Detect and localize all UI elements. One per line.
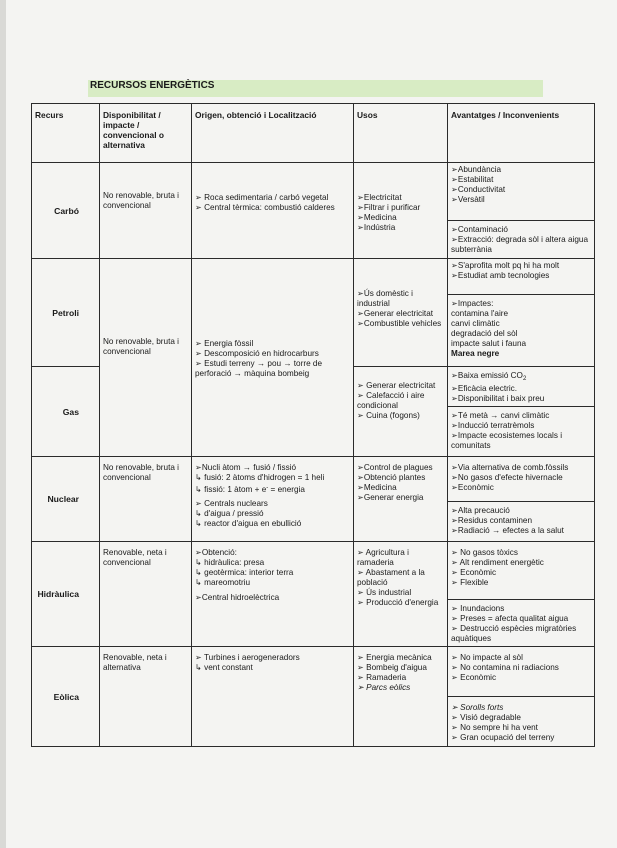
fissio-text: ↳ fissió: 1 àtom + e <box>195 485 267 494</box>
origen-item: ↳ reactor d'aigua en ebullició <box>195 519 302 528</box>
usos-item: ➢ Cuina (fogons) <box>357 411 420 420</box>
avantatge-item: ➢ Econòmic <box>451 568 497 577</box>
inconvenient-item: ➢Impactes: <box>451 299 494 308</box>
carbo-inconvenients <box>448 221 595 259</box>
gas-usos <box>354 367 448 457</box>
inconvenient-item: ➢ Visió degradable <box>451 713 521 722</box>
origen-item: ➢ Turbines i aerogeneradors <box>195 653 300 662</box>
usos-item: ➢Generar electricitat <box>357 309 434 318</box>
eolica-usos <box>354 647 448 747</box>
co2-subscript: 2 <box>522 376 527 382</box>
energy-table <box>31 103 595 747</box>
avantatge-item: ➢Econòmic <box>451 483 494 492</box>
avantatge-item: ➢ Alt rendiment energètic <box>451 558 544 567</box>
petroli-gas-origen <box>192 259 354 457</box>
origen-item: ↳ geotèrmica: interior terra <box>195 568 294 577</box>
usos-item: ➢ Parcs eòlics <box>357 683 411 692</box>
inconvenient-item: impacte salut i fauna <box>451 339 527 348</box>
fissio-end: = energia <box>268 485 305 494</box>
header-row <box>32 104 595 163</box>
co2-text: ➢Baixa emissió CO <box>451 371 523 380</box>
usos-item: ➢Medicina <box>357 483 397 492</box>
usos-item: ➢Indústria <box>357 223 396 232</box>
inconvenient-item: ➢Residus contaminen <box>451 516 533 525</box>
recurs-gas: Gas <box>32 367 100 457</box>
recurs-hidraulica: Hidràulica <box>32 542 100 647</box>
recurs-carbo: Carbó <box>32 163 100 259</box>
origen-item: ➢ Descomposició en hidrocarburs <box>195 349 319 358</box>
row-hidraulica <box>32 542 595 600</box>
hidraulica-disponibilitat: Renovable, neta i convencional <box>100 542 192 647</box>
nuclear-disponibilitat: No renovable, bruta i convencional <box>100 457 192 542</box>
avantatge-item: ➢ Econòmic <box>451 673 497 682</box>
avantatge-item: ➢ Flexible <box>451 578 489 587</box>
inconvenient-item: ➢ Sorolls forts <box>451 703 504 712</box>
gas-inconvenients <box>448 407 595 457</box>
page-edge <box>0 0 6 848</box>
usos-item: ➢Generar energia <box>357 493 424 502</box>
avantatge-item: ➢Conductivitat <box>451 185 506 194</box>
usos-item: ➢Filtrar i purificar <box>357 203 421 212</box>
avantatge-item: ➢Via alternativa de comb.fòssils <box>451 463 569 472</box>
eolica-inconvenients <box>448 697 595 747</box>
inconvenient-item: ➢Impacte ecosistemes locals i comunitats <box>451 431 563 450</box>
hidraulica-usos <box>354 542 448 647</box>
inconvenient-item: ➢ No sempre hi ha vent <box>451 723 538 732</box>
inconvenient-item: ➢ Preses = afecta qualitat aigua <box>451 614 569 623</box>
usos-item: ➢ Abastament a la població <box>357 568 425 587</box>
origen-item: ↳ fusió: 2 àtoms d'hidrogen = 1 heli <box>195 473 325 482</box>
fissio-superscript: - <box>266 485 269 491</box>
inconvenient-item: ➢Extracció: degrada sòl i altera aigua subterrània <box>451 235 589 254</box>
origen-item: ➢ Roca sedimentaria / carbó vegetal <box>195 193 329 202</box>
nuclear-usos <box>354 457 448 542</box>
row-eolica <box>32 647 595 697</box>
petroli-gas-disponibilitat: No renovable, bruta i convencional <box>100 259 192 457</box>
inconvenient-item: degradació del sòl <box>451 329 518 338</box>
avantatge-item <box>451 371 591 384</box>
usos-item: ➢Electricitat <box>357 193 402 202</box>
usos-item: ➢ Producció d'energia <box>357 598 439 607</box>
avantatge-item: ➢S'aprofita molt pq hi ha molt <box>451 261 560 270</box>
avantatge-item: ➢Versàtil <box>451 195 485 204</box>
recurs-petroli: Petroli <box>32 259 100 367</box>
gas-avantatges <box>448 367 595 407</box>
usos-item: ➢ Generar electricitat <box>357 381 436 390</box>
origen-item: ➢ Central tèrmica: combustió calderes <box>195 203 335 212</box>
inconvenient-item: ➢Inducció terratrèmols <box>451 421 535 430</box>
inconvenient-item: canvi climàtic <box>451 319 500 328</box>
inconvenient-item: ➢ Destrucció espècies migratòries aquàtiques <box>451 624 577 643</box>
origen-item: ↳ d'aigua / pressió <box>195 509 264 518</box>
avantatge-item: ➢Abundància <box>451 165 502 174</box>
eolica-avantatges <box>448 647 595 697</box>
carbo-origen <box>192 163 354 259</box>
inconvenient-item: ➢Contaminació <box>451 225 508 234</box>
avantatge-item: ➢No gasos d'efecte hivernacle <box>451 473 563 482</box>
nuclear-inconvenients <box>448 502 595 542</box>
usos-item: ➢ Ramaderia <box>357 673 407 682</box>
avantatge-item: ➢Eficàcia electric. <box>451 384 518 393</box>
recurs-eolica: Eòlica <box>32 647 100 747</box>
inconvenient-item: ➢ Inundacions <box>451 604 505 613</box>
usos-item: ➢Combustible vehicles <box>357 319 442 328</box>
carbo-disponibilitat: No renovable, bruta i convencional <box>100 163 192 259</box>
header-avantatges: Avantatges / Inconvenients <box>448 104 595 163</box>
origen-item: ➢ Centrals nuclears <box>195 499 268 508</box>
header-origen: Origen, obtenció i Localització <box>192 104 354 163</box>
origen-item: ➢Nucli àtom → fusió / fissió <box>195 463 297 472</box>
page-title: RECURSOS ENERGÈTICS <box>88 80 543 97</box>
nuclear-origen <box>192 457 354 542</box>
avantatge-item: ➢Estabilitat <box>451 175 494 184</box>
petroli-avantatges <box>448 259 595 295</box>
eolica-disponibilitat: Renovable, neta i alternativa <box>100 647 192 747</box>
origen-item: ➢Central hidroelèctrica <box>195 593 280 602</box>
eolica-origen <box>192 647 354 747</box>
origen-item: ➢ Energia fòssil <box>195 339 254 348</box>
origen-item <box>195 483 350 495</box>
hidraulica-inconvenients <box>448 600 595 647</box>
inconvenient-item: ➢ Gran ocupació del terreny <box>451 733 555 742</box>
inconvenient-item: ➢Té metà → canvi climàtic <box>451 411 550 420</box>
usos-item: ➢ Ús industrial <box>357 588 412 597</box>
usos-item: ➢Control de plagues <box>357 463 433 472</box>
row-carbo <box>32 163 595 221</box>
inconvenient-item: ➢Radiació → efectes a la salut <box>451 526 564 535</box>
hidraulica-avantatges <box>448 542 595 600</box>
avantatge-item: ➢ No impacte al sòl <box>451 653 523 662</box>
usos-item: ➢ Calefacció i aire condicional <box>357 391 425 410</box>
header-disponibilitat: Disponibilitat / impacte / convencional o alternativa <box>100 104 192 163</box>
hidraulica-origen <box>192 542 354 647</box>
avantatge-item: ➢ No gasos tòxics <box>451 548 518 557</box>
origen-item: ↳ mareomotriu <box>195 578 251 587</box>
inconvenient-item: Marea negre <box>451 349 500 358</box>
recurs-nuclear: Nuclear <box>32 457 100 542</box>
usos-item: ➢Ús domèstic i industrial <box>357 289 413 308</box>
usos-item: ➢ Agricultura i ramaderia <box>357 548 409 567</box>
usos-item: ➢Medicina <box>357 213 397 222</box>
carbo-usos <box>354 163 448 259</box>
origen-item: ↳ vent constant <box>195 663 253 672</box>
nuclear-avantatges <box>448 457 595 502</box>
row-petroli <box>32 259 595 295</box>
origen-item: ➢ Estudi terreny → pou → torre de perforació → màquina bombeig <box>195 359 322 378</box>
petroli-inconvenients <box>448 295 595 367</box>
usos-item: ➢ Bombeig d'aigua <box>357 663 427 672</box>
avantatge-item: ➢Disponibilitat i baix preu <box>451 394 545 403</box>
petroli-usos <box>354 259 448 367</box>
usos-item: ➢ Energia mecànica <box>357 653 432 662</box>
origen-item: ↳ hidràulica: presa <box>195 558 265 567</box>
carbo-avantatges <box>448 163 595 221</box>
avantatge-item: ➢Estudiat amb tecnologies <box>451 271 550 280</box>
avantatge-item: ➢ No contamina ni radiacions <box>451 663 559 672</box>
header-recurs: Recurs <box>32 104 100 163</box>
row-nuclear <box>32 457 595 502</box>
origen-item: ➢Obtenció: <box>195 548 237 557</box>
inconvenient-item: ➢Alta precaució <box>451 506 510 515</box>
usos-item: ➢Obtenció plantes <box>357 473 426 482</box>
inconvenient-item: contamina l'aire <box>451 309 509 318</box>
header-usos: Usos <box>354 104 448 163</box>
